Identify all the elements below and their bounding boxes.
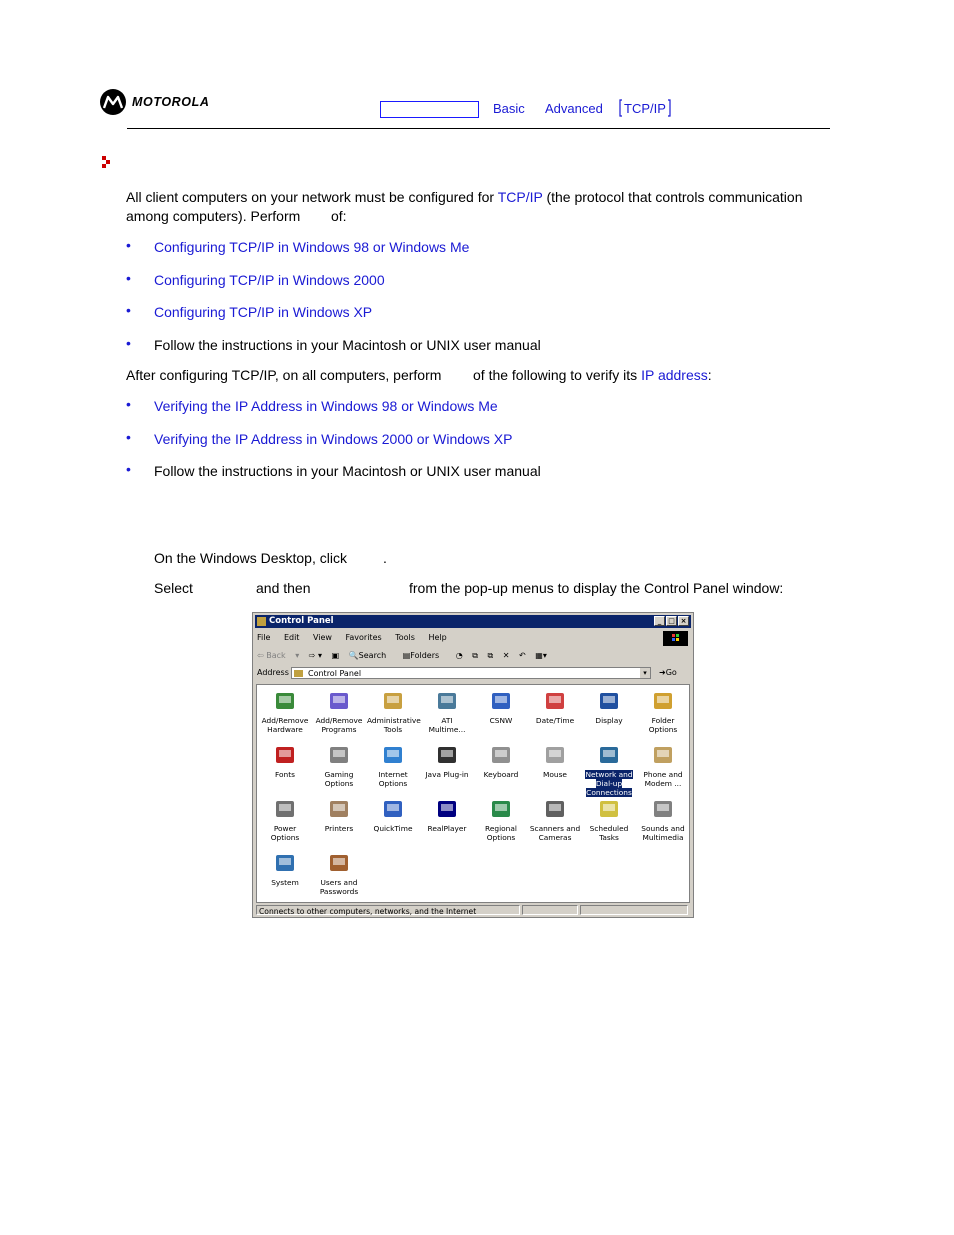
move-to-icon[interactable]: ⧉	[472, 651, 478, 660]
add-remove-programs-icon	[327, 689, 351, 713]
folders-label: Folders	[410, 651, 440, 660]
cp-item-java-plug-in[interactable]	[421, 743, 473, 779]
cp-item-ati-multimedia[interactable]	[421, 689, 473, 734]
nav-advanced[interactable]: Advanced	[545, 101, 603, 116]
folders-button[interactable]: ▤Folders	[402, 651, 440, 660]
add-remove-hardware-icon	[273, 689, 297, 713]
window-title: Control Panel	[269, 616, 334, 626]
regional-options-icon	[489, 797, 513, 821]
cp-item-label	[590, 824, 629, 842]
after-text-cont	[473, 366, 712, 385]
cp-item-fonts[interactable]	[259, 743, 311, 779]
logo-text: MOTOROLA	[132, 95, 210, 109]
cp-item-label	[425, 770, 468, 779]
nav-tcpip-label: TCP/IP	[624, 101, 666, 116]
cp-item-label-line: Administrative	[367, 716, 421, 725]
cp-item-label	[585, 770, 632, 797]
ati-multimedia-icon	[435, 689, 459, 713]
bullet-icon: •	[126, 461, 131, 477]
bullet-icon: •	[126, 237, 131, 253]
cp-item-label-line: RealPlayer	[427, 824, 467, 833]
cp-item-label	[536, 716, 574, 725]
cp-item-label-line: Internet	[378, 770, 408, 779]
cp-item-label	[271, 878, 299, 887]
go-label: Go	[665, 668, 677, 677]
cp-item-label-line: Add/Remove	[315, 716, 363, 725]
network-dial-up-icon	[597, 743, 621, 767]
users-passwords-icon	[327, 851, 351, 875]
cp-item-label-line: Options	[486, 833, 516, 842]
cp-item-label-line: Gaming	[324, 770, 354, 779]
after-colon: :	[707, 367, 712, 383]
cp-item-realplayer[interactable]	[421, 797, 473, 833]
cp-item-sounds-multimedia[interactable]	[637, 797, 689, 842]
cp-item-label	[429, 716, 466, 734]
cp-item-label-line: Users and	[320, 878, 358, 887]
address-label: Address	[257, 668, 289, 677]
status-pane-2	[522, 905, 578, 915]
link-config-2000[interactable]: Configuring TCP/IP in Windows 2000	[154, 272, 385, 288]
link-verify-98-me[interactable]: Verifying the IP Address in Windows 98 or Windows Me	[154, 398, 498, 414]
cp-item-network-dial-up[interactable]	[583, 743, 635, 797]
intro-line2: among computers). Perform	[126, 208, 301, 224]
nav-tcpip[interactable]	[619, 99, 671, 117]
toolbar	[257, 649, 554, 663]
cp-item-gaming-options[interactable]	[313, 743, 365, 788]
phone-modem-icon	[651, 743, 675, 767]
cp-item-label-line: Options	[324, 779, 354, 788]
step2-and-then: and then	[256, 580, 311, 596]
link-config-98-me[interactable]: Configuring TCP/IP in Windows 98 or Windows Me	[154, 239, 470, 255]
cp-item-label-line: Printers	[324, 824, 354, 833]
keyboard-icon	[489, 743, 513, 767]
quicktime-icon	[381, 797, 405, 821]
cp-item-system[interactable]	[259, 851, 311, 887]
menu-bar	[257, 631, 458, 645]
nav-basic[interactable]: Basic	[493, 101, 525, 116]
cp-item-label-line: Date/Time	[535, 716, 575, 725]
motorola-batwing-icon	[100, 89, 126, 115]
cp-item-administrative-tools[interactable]	[367, 689, 419, 734]
csnw-icon	[489, 689, 513, 713]
bullet-icon: •	[126, 396, 131, 412]
step1-period: .	[383, 550, 387, 566]
cp-item-label	[325, 770, 354, 788]
menu-favorites[interactable]: Favorites	[345, 633, 382, 642]
status-bar	[256, 905, 690, 916]
cp-item-label-line: Keyboard	[483, 770, 519, 779]
address-input[interactable]	[291, 667, 651, 679]
cp-item-label	[374, 824, 413, 833]
cp-item-power-options[interactable]	[259, 797, 311, 842]
cp-item-label	[649, 716, 678, 734]
close-button[interactable]: ×	[678, 616, 689, 626]
back-button[interactable]: ⇦ Back ▾	[257, 651, 300, 660]
cp-item-csnw[interactable]	[475, 689, 527, 725]
display-icon	[597, 689, 621, 713]
cp-item-label	[530, 824, 580, 842]
gaming-options-icon	[327, 743, 351, 767]
bullet-icon: •	[126, 270, 131, 286]
history-icon[interactable]: ◔	[455, 651, 463, 660]
cp-item-label-line: Fonts	[275, 770, 295, 779]
cp-item-label-line: Multime...	[428, 725, 466, 734]
cp-item-label-line: Java Plug-in	[425, 770, 469, 779]
cp-item-label	[485, 824, 517, 842]
cp-item-label-line: ATI	[441, 716, 453, 725]
status-text: Connects to other computers, networks, and the Internet	[256, 905, 520, 915]
cp-item-label	[320, 878, 358, 896]
cp-item-scanners-cameras[interactable]	[529, 797, 581, 842]
cp-item-mouse[interactable]	[529, 743, 581, 779]
status-pane-3	[580, 905, 688, 915]
section-marker-icon	[102, 156, 112, 175]
cp-item-label-line: Sounds and	[641, 824, 685, 833]
cp-item-label	[490, 716, 513, 725]
cp-item-label-line: Modem ...	[644, 779, 682, 788]
address-dropdown-icon[interactable]: ▾	[640, 668, 650, 678]
link-config-xp[interactable]: Configuring TCP/IP in Windows XP	[154, 304, 373, 320]
cp-item-keyboard[interactable]	[475, 743, 527, 779]
cp-item-label-line: Options	[378, 779, 408, 788]
address-value: Control Panel	[308, 669, 362, 678]
cp-item-label-line: Scheduled	[589, 824, 629, 833]
fonts-icon	[273, 743, 297, 767]
menu-help[interactable]: Help	[428, 633, 447, 642]
cp-item-label-line: Mouse	[543, 770, 567, 779]
cp-item-label-line: Multimedia	[642, 833, 684, 842]
forward-button[interactable]: ⇨ ▾	[308, 651, 323, 660]
cp-item-label	[428, 824, 467, 833]
cp-item-label-line: Passwords	[319, 887, 359, 896]
administrative-tools-icon	[381, 689, 405, 713]
cp-item-label	[271, 824, 300, 842]
cp-item-label	[275, 770, 295, 779]
address-bar	[257, 666, 689, 680]
cp-item-add-remove-hardware[interactable]	[259, 689, 311, 734]
menu-file[interactable]: File	[257, 633, 271, 642]
link-verify-2000-xp[interactable]: Verifying the IP Address in Windows 2000 or Windows XP	[154, 431, 513, 447]
folder-options-icon	[651, 689, 675, 713]
windows-logo-icon	[663, 631, 688, 646]
cp-item-label-line: Power	[273, 824, 297, 833]
motorola-logo	[100, 89, 209, 115]
delete-icon[interactable]: ✕	[502, 651, 510, 660]
menu-view[interactable]: View	[312, 633, 332, 642]
cp-item-date-time[interactable]	[529, 689, 581, 725]
internet-options-icon	[381, 743, 405, 767]
cp-item-add-remove-programs[interactable]	[313, 689, 365, 734]
cp-item-label-line: Tasks	[599, 833, 619, 842]
cp-item-label	[484, 770, 519, 779]
cp-item-label-line: Options	[648, 725, 678, 734]
cp-item-label	[325, 824, 353, 833]
cp-item-label-line: CSNW	[489, 716, 513, 725]
cp-item-label-line: Connections	[586, 788, 632, 797]
search-label: Search	[358, 651, 387, 660]
ip-address-link[interactable]: IP address	[641, 367, 708, 383]
cp-item-regional-options[interactable]	[475, 797, 527, 842]
folder-icon	[257, 617, 266, 626]
copy-to-icon[interactable]: ⧉	[487, 651, 494, 660]
nav-blank-tab[interactable]	[380, 101, 479, 118]
step1-text: On the Windows Desktop, click	[154, 550, 347, 566]
system-icon	[273, 851, 297, 875]
cp-item-label	[641, 824, 684, 842]
icon-view	[256, 684, 690, 903]
cp-item-label	[378, 770, 407, 788]
cp-item-label-line: Tools	[383, 725, 403, 734]
cp-item-label	[316, 716, 363, 734]
cp-item-display[interactable]	[583, 689, 635, 725]
config-mac-unix: Follow the instructions in your Macintosh or UNIX user manual	[154, 337, 541, 353]
undo-icon[interactable]: ↶	[519, 651, 526, 660]
cp-item-label-line: Regional	[485, 824, 517, 833]
menu-edit[interactable]: Edit	[283, 633, 300, 642]
verify-mac-unix: Follow the instructions in your Macintosh or UNIX user manual	[154, 463, 541, 479]
bullet-icon: •	[126, 335, 131, 351]
intro-paragraph	[126, 188, 826, 207]
minimize-button[interactable]: _	[654, 616, 665, 626]
go-button[interactable]: ➜Go	[659, 668, 677, 677]
cp-item-internet-options[interactable]	[367, 743, 419, 788]
cp-item-users-passwords[interactable]	[313, 851, 365, 896]
cp-item-label	[367, 716, 421, 734]
window-titlebar	[255, 615, 691, 628]
cp-item-printers[interactable]	[313, 797, 365, 833]
cp-item-folder-options[interactable]	[637, 689, 689, 734]
cp-item-label-line: Options	[270, 833, 300, 842]
cp-item-label-line: Display	[595, 716, 623, 725]
date-time-icon	[543, 689, 567, 713]
cp-item-label-line: Scanners and	[529, 824, 581, 833]
intro-line2-end: of:	[331, 208, 347, 224]
printers-icon	[327, 797, 351, 821]
step2-rest: from the pop-up menus to display the Control Panel window:	[409, 580, 784, 596]
cp-item-label-line: QuickTime	[373, 824, 413, 833]
cp-item-label-line: Folder	[651, 716, 675, 725]
cp-item-scheduled-tasks[interactable]	[583, 797, 635, 842]
control-panel-icon	[294, 670, 303, 677]
mouse-icon	[543, 743, 567, 767]
tcpip-link[interactable]: TCP/IP	[497, 189, 543, 205]
after-text: After configuring TCP/IP, on all computers, perform	[126, 367, 442, 383]
menu-tools[interactable]: Tools	[395, 633, 415, 642]
cp-item-quicktime[interactable]	[367, 797, 419, 833]
cp-item-label-line: System	[271, 878, 299, 887]
cp-item-label-line: Network and	[585, 770, 633, 779]
intro-text-cont: (the protocol that controls communication	[542, 189, 803, 205]
up-folder-icon[interactable]: ▣	[331, 651, 340, 660]
bullet-icon: •	[126, 302, 131, 318]
cp-item-label-line: Phone and	[643, 770, 683, 779]
cp-item-label-line: Dial-up	[595, 779, 623, 788]
power-options-icon	[273, 797, 297, 821]
bullet-icon: •	[126, 429, 131, 445]
search-button[interactable]: 🔍Search	[348, 651, 387, 660]
after-mid: of the following to verify its	[473, 367, 642, 383]
cp-item-label-line: Cameras	[538, 833, 572, 842]
views-icon[interactable]: ▦▾	[535, 651, 547, 660]
sounds-multimedia-icon	[651, 797, 675, 821]
maximize-button[interactable]: □	[666, 616, 677, 626]
step2-select: Select	[154, 580, 193, 596]
cp-item-label	[643, 770, 682, 788]
java-plug-in-icon	[435, 743, 459, 767]
intro-text: All client computers on your network must be configured for	[126, 189, 498, 205]
cp-item-label-line: Add/Remove	[261, 716, 309, 725]
cp-item-label-line: Programs	[321, 725, 357, 734]
cp-item-label	[262, 716, 309, 734]
cp-item-label	[595, 716, 622, 725]
header-divider	[127, 128, 830, 129]
control-panel-window	[252, 612, 694, 918]
cp-item-phone-modem[interactable]	[637, 743, 689, 788]
cp-item-label-line: Hardware	[267, 725, 303, 734]
cp-item-label	[543, 770, 567, 779]
realplayer-icon	[435, 797, 459, 821]
back-label: Back	[266, 651, 286, 660]
scanners-cameras-icon	[543, 797, 567, 821]
scheduled-tasks-icon	[597, 797, 621, 821]
